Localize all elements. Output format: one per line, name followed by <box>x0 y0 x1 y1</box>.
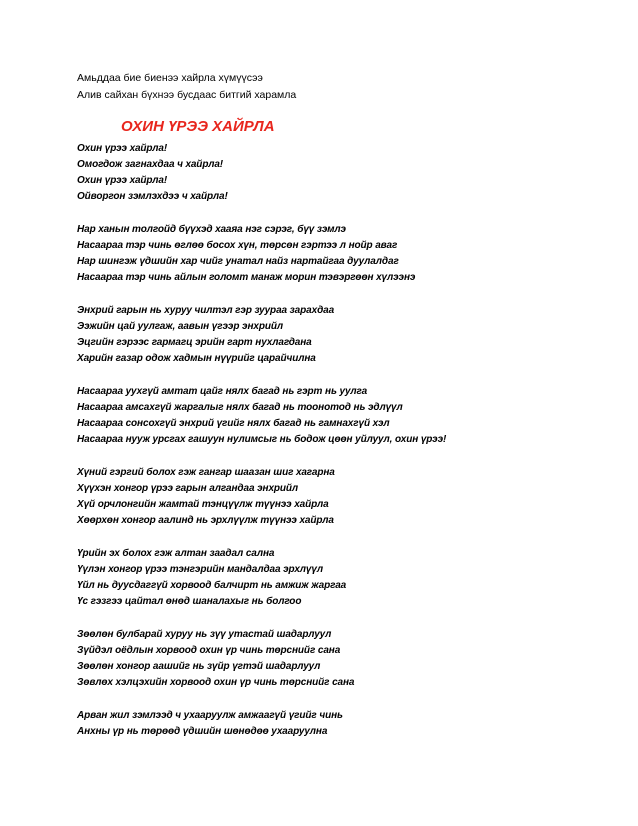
verse-line: Энхрий гарын нь хуруу чилтэл гэр зуураа зарахдаа <box>77 305 335 316</box>
stanza <box>77 384 617 448</box>
verse-line: Охин үрээ хайрла! <box>77 175 168 186</box>
intro-line: Амьддаа бие биенээ хайрла хүмүүсээ <box>77 72 263 84</box>
verse-line: Хүй орчлонгийн жамтай тэнцүүлж түүнээ хайрла <box>77 499 329 510</box>
verse-line: Насаараа тэр чинь айлын голомт манаж морин тэвэргөөн хүлээнэ <box>77 272 416 283</box>
stanza <box>77 627 617 691</box>
verse-line: Охин үрээ хайрла! <box>77 143 168 154</box>
verse-line: Анхны үр нь төрөөд үдшийн шөнөдөө ухааруулна <box>77 726 328 737</box>
verse-line: Ээжийн цай уулгаж, аавын үгээр энхрийл <box>77 321 283 332</box>
verse-line: Нар ханын толгойд бүүхэд хааяа нэг сэрэг, бүү зэмлэ <box>77 224 346 235</box>
verse-line: Хөөрхөн хонгор аалинд нь эрхлүүлж түүнээ хайрла <box>77 515 334 526</box>
stanza <box>77 303 617 367</box>
verse-line: Нар шингэж үдшийн хар чийг унатал найз нартайгаа дуулалдаг <box>77 256 399 267</box>
verse-line: Зөөлөн хонгор аашийг нь зүйр үгтэй шадарлуул <box>77 661 321 672</box>
verse-line: Харийн газар одож хадмын нүүрийг царайчилна <box>77 353 316 364</box>
stanza <box>77 546 617 610</box>
verse-line: Омогдож загнахдаа ч хайрла! <box>77 159 224 170</box>
verse-line: Зөөлөн булбарай хуруу нь зүү утастай шадарлуул <box>77 629 332 640</box>
verse-line: Зөвлөх хэлцэхийн хорвоод охин үр чинь төрснийг сана <box>77 677 355 688</box>
verse-line: Насаараа нууж урсгах гашуун нулимсыг нь бодож цөөн уйлуул, охин үрээ! <box>77 434 447 445</box>
stanza <box>77 708 617 740</box>
verse-line: Насаараа сонсохгүй энхрий үгийг нялх багад нь гамнахгүй хэл <box>77 418 390 429</box>
stanza <box>77 465 617 529</box>
stanza <box>77 222 617 286</box>
verse-line: Үүлэн хонгор үрээ тэнгэрийн мандалдаа эрхлүүл <box>77 564 323 575</box>
verse-line: Насаараа уухгүй амтат цайг нялх багад нь гэрт нь уулга <box>77 386 368 397</box>
verse-line: Арван жил зэмлээд ч ухааруулж амжаагүй үгийг чинь <box>77 710 343 721</box>
intro-block <box>77 70 617 104</box>
poem-title: ОХИН ҮРЭЭ ХАЙРЛА <box>121 118 275 135</box>
verse-line: Үс гэзгээ цайтал өнөд шаналахыг нь болгоо <box>77 596 302 607</box>
verse-line: Үрийн эх болох гэж алтан заадал сална <box>77 548 275 559</box>
verse-line: Хүүхэн хонгор үрээ гарын алгандаа энхрийл <box>77 483 299 494</box>
intro-line: Алив сайхан бүхнээ бусдаас битгий харамла <box>77 89 297 101</box>
verse-line: Насаараа тэр чинь өглөө босох хүн, төрсөн гэртээ л нойр аваг <box>77 240 398 251</box>
verse-line: Зүйдэл оёдлын хорвоод охин үр чинь төрснийг сана <box>77 645 341 656</box>
document-page <box>77 70 617 757</box>
verse-line: Ойворгон зэмлэхдээ ч хайрла! <box>77 191 228 202</box>
verse-line: Хүний гэргий болох гэж гангар шаазан шиг хагарна <box>77 467 335 478</box>
verse-line: Насаараа амсахгүй жаргалыг нялх багад нь тоонотод нь эдлүүл <box>77 402 403 413</box>
stanza <box>77 141 617 205</box>
verse-line: Үйл нь дуусдаггүй хорвоод балчирт нь амжиж жаргаа <box>77 580 347 591</box>
verse-line: Эцгийн гэрээс гармагц эрийн гарт нухлагдана <box>77 337 312 348</box>
